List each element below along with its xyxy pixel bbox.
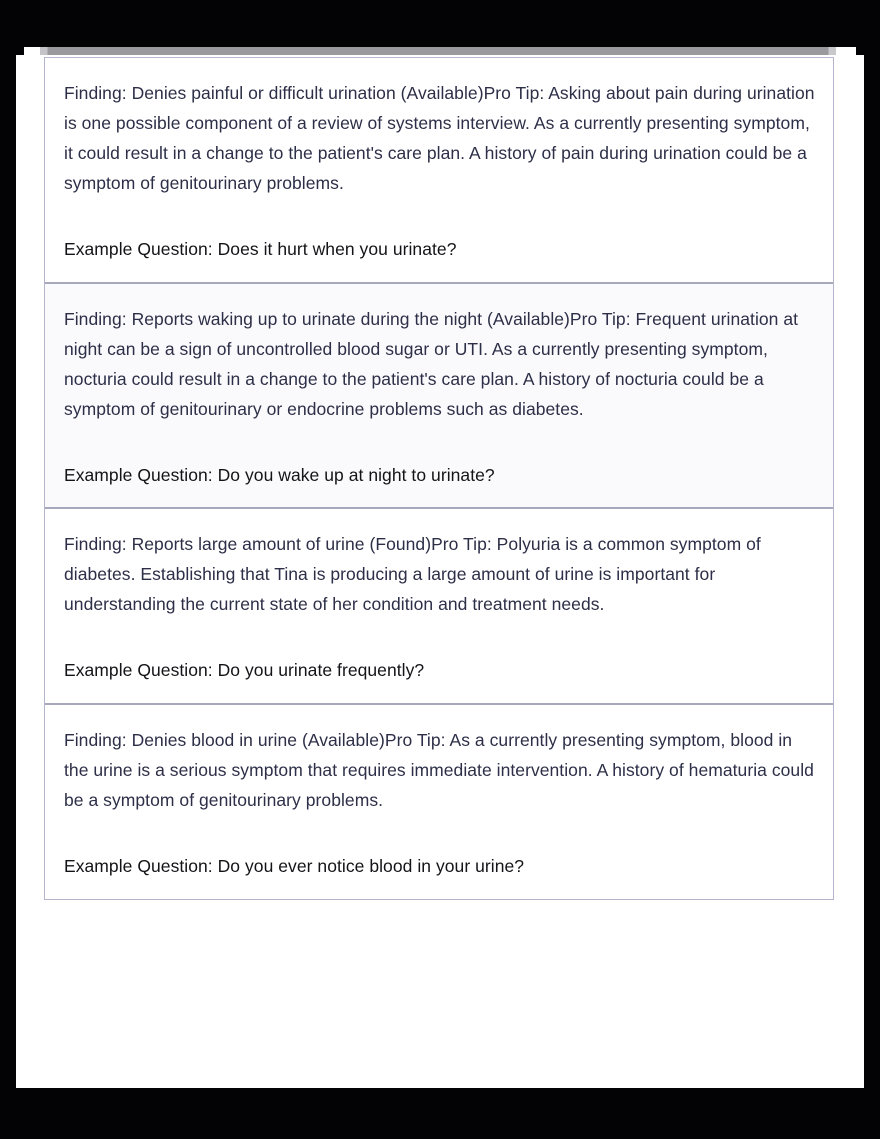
example-question: Example Question: Do you urinate frequently?: [64, 660, 425, 680]
scrollbar-top[interactable]: [40, 47, 836, 55]
finding-row: [45, 284, 833, 509]
example-question: Example Question: Does it hurt when you urinate?: [64, 239, 457, 259]
finding-row: [45, 58, 833, 284]
finding-row: [45, 705, 833, 899]
finding-row: [45, 509, 833, 705]
finding-text: Finding: Reports large amount of urine (Found)Pro Tip: Polyuria is a common symptom of diabetes. Establishing that Tina is producing a large amount of urine is important for understanding the current state of her condition and treatment needs.: [64, 534, 761, 614]
finding-text: Finding: Reports waking up to urinate during the night (Available)Pro Tip: Frequent urination at night can be a sign of uncontrolled blood sugar or UTI. As a currently presenting symptom, nocturia could result in a change to the patient's care plan. A history of nocturia could be a symptom of genitourinary or endocrine problems such as diabetes.: [64, 309, 799, 419]
finding-text: Finding: Denies blood in urine (Available)Pro Tip: As a currently presenting symptom, blood in the urine is a serious symptom that requires immediate intervention. A history of hematuria could be a symptom of genitourinary problems.: [64, 730, 814, 810]
finding-text: Finding: Denies painful or difficult urination (Available)Pro Tip: Asking about pain during urination is one possible component of a review of systems interview. As a currently presenting symptom, it could result in a change to the patient's care plan. A history of pain during urination could be a symptom of genitourinary problems.: [64, 83, 815, 193]
example-question: Example Question: Do you ever notice blood in your urine?: [64, 856, 525, 876]
findings-table: [44, 57, 834, 900]
example-question: Example Question: Do you wake up at night to urinate?: [64, 465, 495, 485]
